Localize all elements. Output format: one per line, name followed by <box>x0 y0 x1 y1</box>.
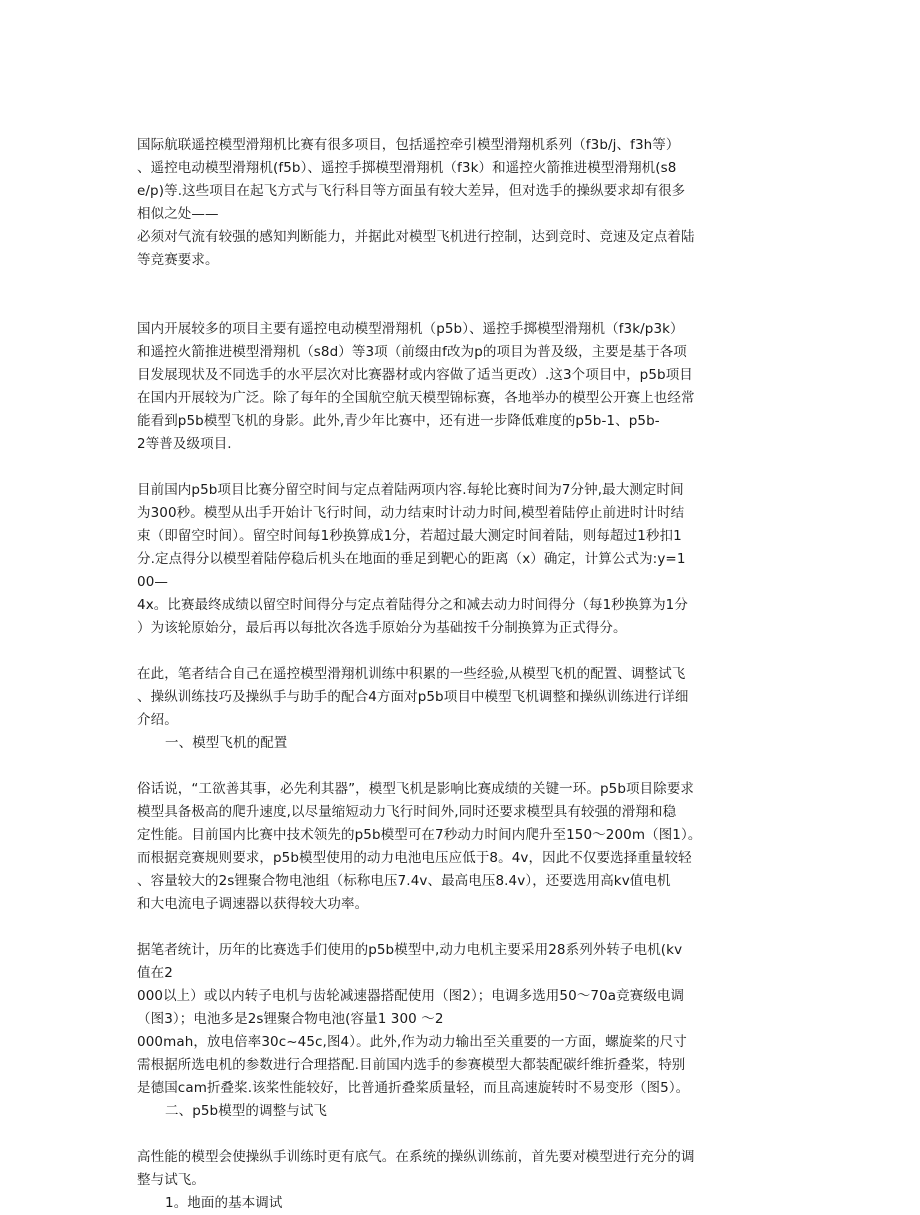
text-line: 和大电流电子调速器以获得较大功率。 <box>137 896 369 912</box>
text-line: 、操纵训练技巧及操纵手与助手的配合4方面对p5b项目中模型飞机调整和操纵训练进行详细 <box>137 689 689 705</box>
paragraph-domestic-events <box>137 318 789 456</box>
text-line: 据笔者统计，历年的比赛选手们使用的p5b模型中,动力电机主要采用28系列外转子电机(kv <box>137 942 683 958</box>
text-line: 目发展现状及不同选手的水平层次对比赛器材或内容做了适当更改）.这3个项目中，p5b项目 <box>137 367 693 383</box>
text-line: e/p)等.这些项目在起飞方式与飞行科目等方面虽有较大差异，但对选手的操纵要求却有很多 <box>137 183 686 199</box>
text-line: 束（即留空时间）。留空时间每1秒换算成1分，若超过最大测定时间着陆，则每超过1秒扣1 <box>137 528 682 544</box>
paragraph-model-requirements <box>137 778 789 916</box>
text-line: 定性能。目前国内比赛中技术领先的p5b模型可在7秒动力时间内爬升至150～200m（图1）。 <box>137 827 702 843</box>
paragraph-components <box>137 939 789 1100</box>
text-line: 000mah，放电倍率30c~45c,图4）。此外,作为动力输出至关重要的一方面，螺旋桨的尺寸 <box>137 1034 687 1050</box>
text-line: 而根据竞赛规则要求，p5b模型使用的动力电池电压应低于8。4v，因此不仅要选择重量较轻 <box>137 850 692 866</box>
document-page <box>137 134 789 1215</box>
text-line: 、容量较大的2s锂聚合物电池组（标称电压7.4v、最高电压8.4v），还要选用高kv值电机 <box>137 873 671 889</box>
text-line: 是德国cam折叠桨.该桨性能较好，比普通折叠桨质量轻，而且高速旋转时不易变形（图5）。 <box>137 1080 690 1096</box>
text-line: 值在2 <box>137 965 173 981</box>
text-line: 模型具备极高的爬升速度,以尽量缩短动力飞行时间外,同时还要求模型具有较强的滑翔和稳 <box>137 804 677 820</box>
text-line: 等竞赛要求。 <box>137 252 219 268</box>
section-heading-adjustment: 二、p5b模型的调整与试飞 <box>165 1103 328 1119</box>
text-line: 分.定点得分以模型着陆停稳后机头在地面的垂足到靶心的距离（x）确定，计算公式为:y=1 <box>137 551 686 567</box>
text-line: 2等普及级项目. <box>137 436 232 452</box>
text-line: （图3）；电池多是2s锂聚合物电池(容量1 300 ～2 <box>137 1011 444 1027</box>
text-line: 、遥控电动模型滑翔机(f5b）、遥控手掷模型滑翔机（f3k）和遥控火箭推进模型滑翔机(s8 <box>137 160 677 176</box>
section-heading-configuration: 一、模型飞机的配置 <box>165 735 288 751</box>
text-line: 整与试飞。 <box>137 1172 205 1188</box>
text-line: 和遥控火箭推进模型滑翔机（s8d）等3项（前缀由f改为p的项目为普及级，主要是基于各项 <box>137 344 687 360</box>
text-line: 4x。比赛最终成绩以留空时间得分与定点着陆得分之和减去动力时间得分（每1秒换算为1分 <box>137 597 688 613</box>
paragraph-scoring <box>137 479 789 640</box>
text-line: 能看到p5b模型飞机的身影。此外,青少年比赛中，还有进一步降低难度的p5b-1、p5b- <box>137 413 660 429</box>
paragraph-intro <box>137 134 789 272</box>
text-line: 为300秒。模型从出手开始计飞行时间，动力结束时计动力时间,模型着陆停止前进时计时结 <box>137 505 685 521</box>
subsection-heading-ground-tuning: 1。地面的基本调试 <box>165 1195 283 1211</box>
text-line: 00— <box>137 574 168 590</box>
text-line: 相似之处—— <box>137 206 219 222</box>
text-line: 高性能的模型会使操纵手训练时更有底气。在系统的操纵训练前，首先要对模型进行充分的调 <box>137 1149 695 1165</box>
text-line: 国际航联遥控模型滑翔机比赛有很多项目，包括遥控牵引模型滑翔机系列（f3b/j、f3h等） <box>137 137 680 153</box>
text-line: 在国内开展较为广泛。除了每年的全国航空航天模型锦标赛，各地举办的模型公开赛上也经常 <box>137 390 695 406</box>
text-line: ）为该轮原始分，最后再以每批次各选手原始分为基础按千分制换算为正式得分。 <box>137 620 627 636</box>
paragraph-adjustment-intro <box>137 1146 789 1192</box>
text-line: 目前国内p5b项目比赛分留空时间与定点着陆两项内容.每轮比赛时间为7分钟,最大测定时间 <box>137 482 684 498</box>
text-line: 介绍。 <box>137 712 178 728</box>
text-line: 000以上）或以内转子电机与齿轮减速器搭配使用（图2）；电调多选用50～70a竞赛级电调 <box>137 988 685 1004</box>
text-line: 俗话说，“工欲善其事，必先利其器”，模型飞机是影响比赛成绩的关键一环。p5b项目除要求 <box>137 781 695 797</box>
text-line: 在此，笔者结合自己在遥控模型滑翔机训练中积累的一些经验,从模型飞机的配置、调整试飞 <box>137 666 686 682</box>
text-line: 需根据所选电机的参数进行合理搭配.目前国内选手的参赛模型大都装配碳纤维折叠桨，特别 <box>137 1057 686 1073</box>
paragraph-overview <box>137 663 789 732</box>
text-line: 必须对气流有较强的感知判断能力，并据此对模型飞机进行控制，达到竞时、竞速及定点着陆 <box>137 229 695 245</box>
text-line: 国内开展较多的项目主要有遥控电动模型滑翔机（p5b）、遥控手掷模型滑翔机（f3k/p3k） <box>137 321 684 337</box>
